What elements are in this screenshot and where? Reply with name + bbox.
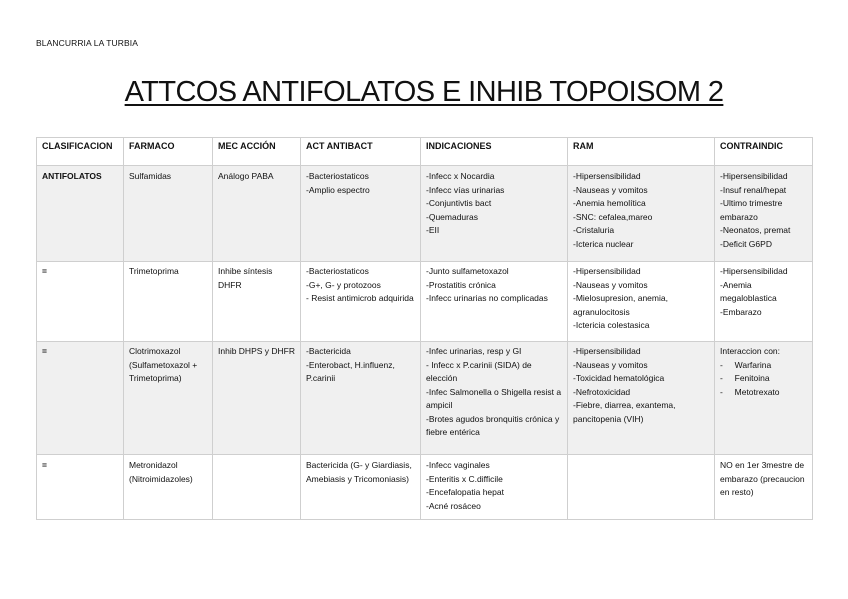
cell-line: -Prostatitis crónica bbox=[426, 279, 496, 290]
cell-mec bbox=[213, 342, 301, 455]
cell-farmaco bbox=[124, 166, 213, 262]
column-header: RAM bbox=[568, 138, 715, 166]
cell-line: -Hipersensibilidad bbox=[720, 171, 788, 181]
cell-line: -Neonatos, premat bbox=[720, 225, 791, 235]
cell-act bbox=[301, 342, 421, 455]
cell-farmaco bbox=[124, 455, 213, 520]
cell-line: -G+, G- y protozoos bbox=[306, 279, 381, 290]
table-header-row bbox=[37, 138, 813, 166]
cell-line: -Infec Salmonella o Shigella resist a ampicil bbox=[426, 386, 564, 410]
cell-contraindic bbox=[715, 166, 813, 262]
cell-line: -Cristaluria bbox=[573, 225, 615, 235]
cell-line: -Nefrotoxicidad bbox=[573, 386, 631, 397]
cell-contraindic bbox=[715, 342, 813, 455]
cell-line: Inhib DHPS y DHFR bbox=[218, 346, 295, 356]
cell-line: -Enterobact, H.influenz, P.carinii bbox=[306, 359, 398, 383]
cell-line: - Warfarina bbox=[720, 359, 772, 370]
cell-line: -Ictericia colestasica bbox=[573, 320, 650, 330]
cell-line: -Toxicidad hematológica bbox=[573, 373, 665, 383]
cell-line: Metronidazol (Nitroimidazoles) bbox=[129, 460, 193, 484]
cell-mec bbox=[213, 166, 301, 262]
cell-contraindic bbox=[715, 262, 813, 342]
cell-line: -Deficit G6PD bbox=[720, 238, 772, 249]
column-header: CLASIFICACION bbox=[37, 138, 124, 166]
cell-ram bbox=[568, 455, 715, 520]
cell-clasificacion: ANTIFOLATOS bbox=[37, 166, 124, 262]
column-header: FARMACO bbox=[124, 138, 213, 166]
cell-line: -Acné rosáceo bbox=[426, 500, 481, 511]
cell-mec bbox=[213, 262, 301, 342]
cell-line: - Fenitoina bbox=[720, 373, 770, 383]
cell-act bbox=[301, 455, 421, 520]
column-header: CONTRAINDIC bbox=[715, 138, 813, 166]
drug-table bbox=[36, 137, 813, 520]
cell-line: -Infecc vías urinarias bbox=[426, 184, 505, 195]
cell-line: -Encefalopatia hepat bbox=[426, 487, 504, 497]
cell-line: -Ultimo trimestre embarazo bbox=[720, 198, 785, 222]
cell-line: -Bacteriostaticos bbox=[306, 266, 369, 276]
cell-line: Inhibe síntesis DHFR bbox=[218, 266, 275, 290]
cell-line: Bactericida (G- y Giardiasis, Amebiasis y Tricomoniasis) bbox=[306, 460, 414, 484]
cell-ram bbox=[568, 262, 715, 342]
cell-mec bbox=[213, 455, 301, 520]
cell-line: -Infecc vaginales bbox=[426, 460, 490, 470]
cell-line: -Embarazo bbox=[720, 306, 762, 317]
table-row bbox=[37, 166, 813, 262]
table-row bbox=[37, 455, 813, 520]
cell-line: -Icterica nuclear bbox=[573, 238, 634, 249]
cell-farmaco bbox=[124, 262, 213, 342]
cell-line: Interaccion con: bbox=[720, 346, 781, 356]
cell-line: Análogo PABA bbox=[218, 171, 274, 181]
cell-line: Trimetoprima bbox=[129, 266, 179, 276]
cell-act bbox=[301, 166, 421, 262]
cell-line: -SNC: cefalea,mareo bbox=[573, 211, 653, 222]
cell-line: -Hipersensibilidad bbox=[720, 266, 788, 276]
cell-line: -Enteritis x C.difficile bbox=[426, 473, 503, 484]
cell-clasificacion: = bbox=[37, 455, 124, 520]
column-header: MEC ACCIÓN bbox=[213, 138, 301, 166]
cell-line: - Metotrexato bbox=[720, 386, 780, 397]
cell-ram bbox=[568, 342, 715, 455]
cell-line: -Anemia hemolítica bbox=[573, 198, 646, 208]
cell-line: -Infec urinarias, resp y GI bbox=[426, 346, 522, 356]
cell-indicaciones bbox=[421, 455, 568, 520]
cell-clasificacion: = bbox=[37, 262, 124, 342]
cell-contraindic bbox=[715, 455, 813, 520]
cell-line: -Conjuntivtis bact bbox=[426, 198, 492, 208]
cell-farmaco bbox=[124, 342, 213, 455]
cell-line: -Amplio espectro bbox=[306, 184, 370, 195]
cell-line: -Bacteriostaticos bbox=[306, 171, 369, 181]
cell-indicaciones bbox=[421, 166, 568, 262]
cell-line: Sulfamidas bbox=[129, 171, 172, 181]
cell-line: -Anemia megaloblastica bbox=[720, 279, 777, 303]
cell-act bbox=[301, 262, 421, 342]
cell-line: -Nauseas y vomitos bbox=[573, 184, 648, 195]
cell-line: -Junto sulfametoxazol bbox=[426, 266, 509, 276]
cell-line: - Infecc x P.carinii (SIDA) de elección bbox=[426, 359, 535, 383]
author-name: BLANCURRIA LA TURBIA bbox=[36, 38, 138, 48]
table-row bbox=[37, 342, 813, 455]
cell-line: -Hipersensibilidad bbox=[573, 346, 641, 356]
cell-line: -Nauseas y vomitos bbox=[573, 279, 648, 290]
cell-line: NO en 1er 3mestre de embarazo (precaucion en resto) bbox=[720, 460, 807, 497]
cell-line: - Resist antimicrob adquirida bbox=[306, 293, 414, 303]
cell-line: -Fiebre, diarrea, exantema, pancitopenia (VIH) bbox=[573, 400, 678, 424]
cell-line: -Quemaduras bbox=[426, 211, 478, 222]
cell-line: Clotrimoxazol (Sulfametoxazol + Trimetoprima) bbox=[129, 346, 200, 383]
column-header: ACT ANTIBACT bbox=[301, 138, 421, 166]
cell-line: -Mielosupresion, anemia, agranulocitosis bbox=[573, 293, 671, 317]
cell-line: -Hipersensibilidad bbox=[573, 266, 641, 276]
cell-line: -Brotes agudos bronquitis crónica y fiebre entérica bbox=[426, 413, 562, 437]
cell-line: -Nauseas y vomitos bbox=[573, 359, 648, 370]
cell-line: -Insuf renal/hepat bbox=[720, 184, 787, 195]
cell-line: -Bactericida bbox=[306, 346, 351, 356]
cell-line: -Infecc urinarias no complicadas bbox=[426, 293, 548, 303]
cell-line: -Infecc x Nocardia bbox=[426, 171, 495, 181]
cell-ram bbox=[568, 166, 715, 262]
column-header: INDICACIONES bbox=[421, 138, 568, 166]
cell-indicaciones bbox=[421, 342, 568, 455]
cell-line: -EII bbox=[426, 225, 440, 235]
cell-indicaciones bbox=[421, 262, 568, 342]
cell-line: -Hipersensibilidad bbox=[573, 171, 641, 181]
page-title: ATTCOS ANTIFOLATOS E INHIB TOPOISOM 2 bbox=[124, 76, 724, 108]
cell-clasificacion: = bbox=[37, 342, 124, 455]
table-row bbox=[37, 262, 813, 342]
